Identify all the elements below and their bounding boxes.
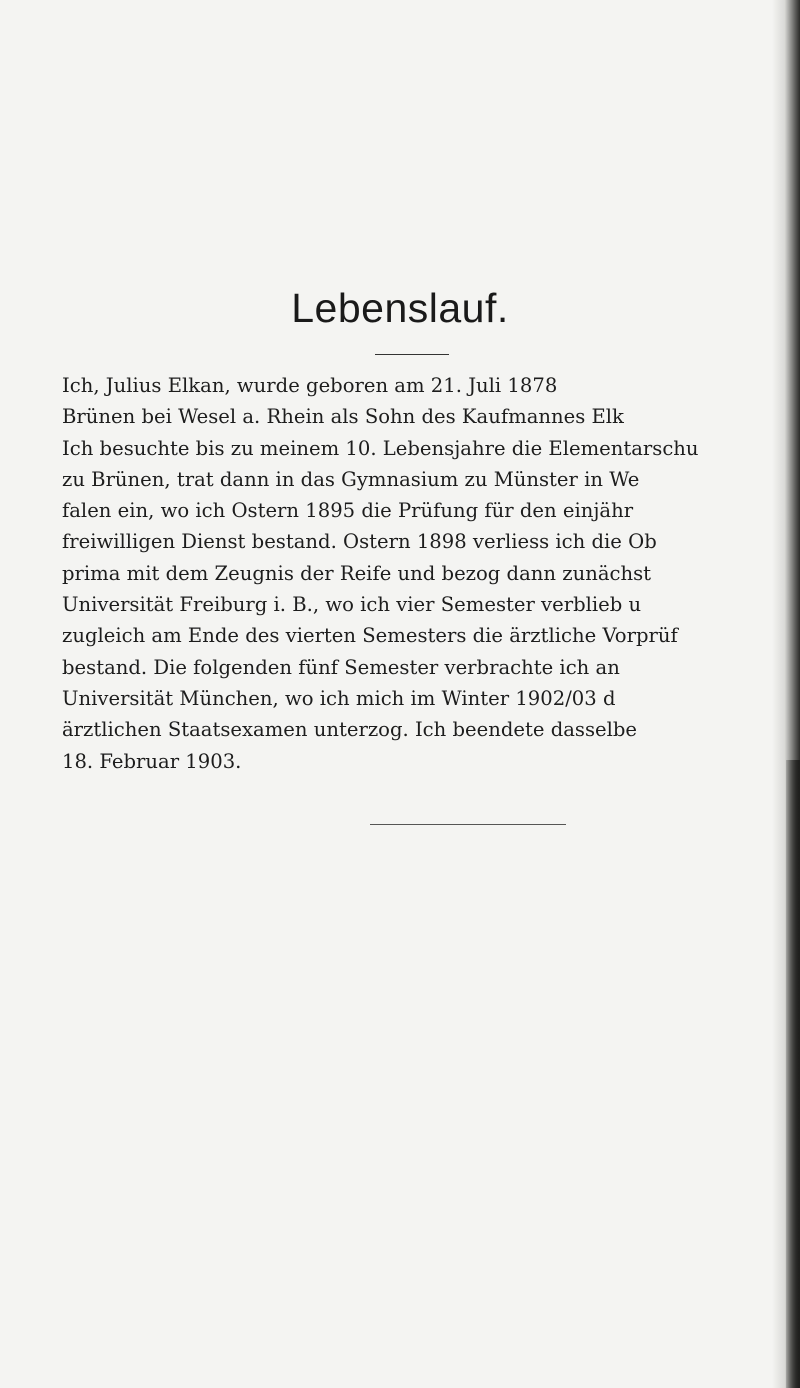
- binding-edge-dark: [786, 760, 800, 1388]
- text-line: prima mit dem Zeugnis der Reife und bezog dann zunächst: [62, 561, 652, 585]
- text-line: Ich besuchte bis zu meinem 10. Lebensjahre die Elementarschu: [62, 436, 699, 460]
- text-line: Universität Freiburg i. B., wo ich vier Semester verblieb u: [62, 593, 642, 617]
- title-divider: [375, 354, 449, 355]
- page-title: Lebenslauf.: [291, 285, 509, 331]
- text-line: zu Brünen, trat dann in das Gymnasium zu Münster in We: [62, 467, 640, 491]
- biography-paragraph: [62, 370, 800, 777]
- closing-divider: [370, 824, 566, 825]
- text-line: bestand. Die folgenden fünf Semester verbrachte ich an: [62, 655, 620, 679]
- text-line: ärztlichen Staatsexamen unterzog. Ich beendete dasselbe: [62, 718, 638, 742]
- text-line: 18. Februar 1903.: [62, 749, 242, 773]
- text-line: zugleich am Ende des vierten Semesters die ärztliche Vorprüf: [62, 624, 678, 648]
- text-line: freiwilligen Dienst bestand. Ostern 1898 verliess ich die Ob: [62, 530, 657, 554]
- text-line: Brünen bei Wesel a. Rhein als Sohn des Kaufmannes Elk: [62, 405, 624, 429]
- text-line: falen ein, wo ich Ostern 1895 die Prüfung für den einjähr: [62, 499, 634, 523]
- text-line: Ich, Julius Elkan, wurde geboren am 21. Juli 1878: [62, 374, 558, 397]
- text-line: Universität München, wo ich mich im Winter 1902/03 d: [62, 686, 616, 710]
